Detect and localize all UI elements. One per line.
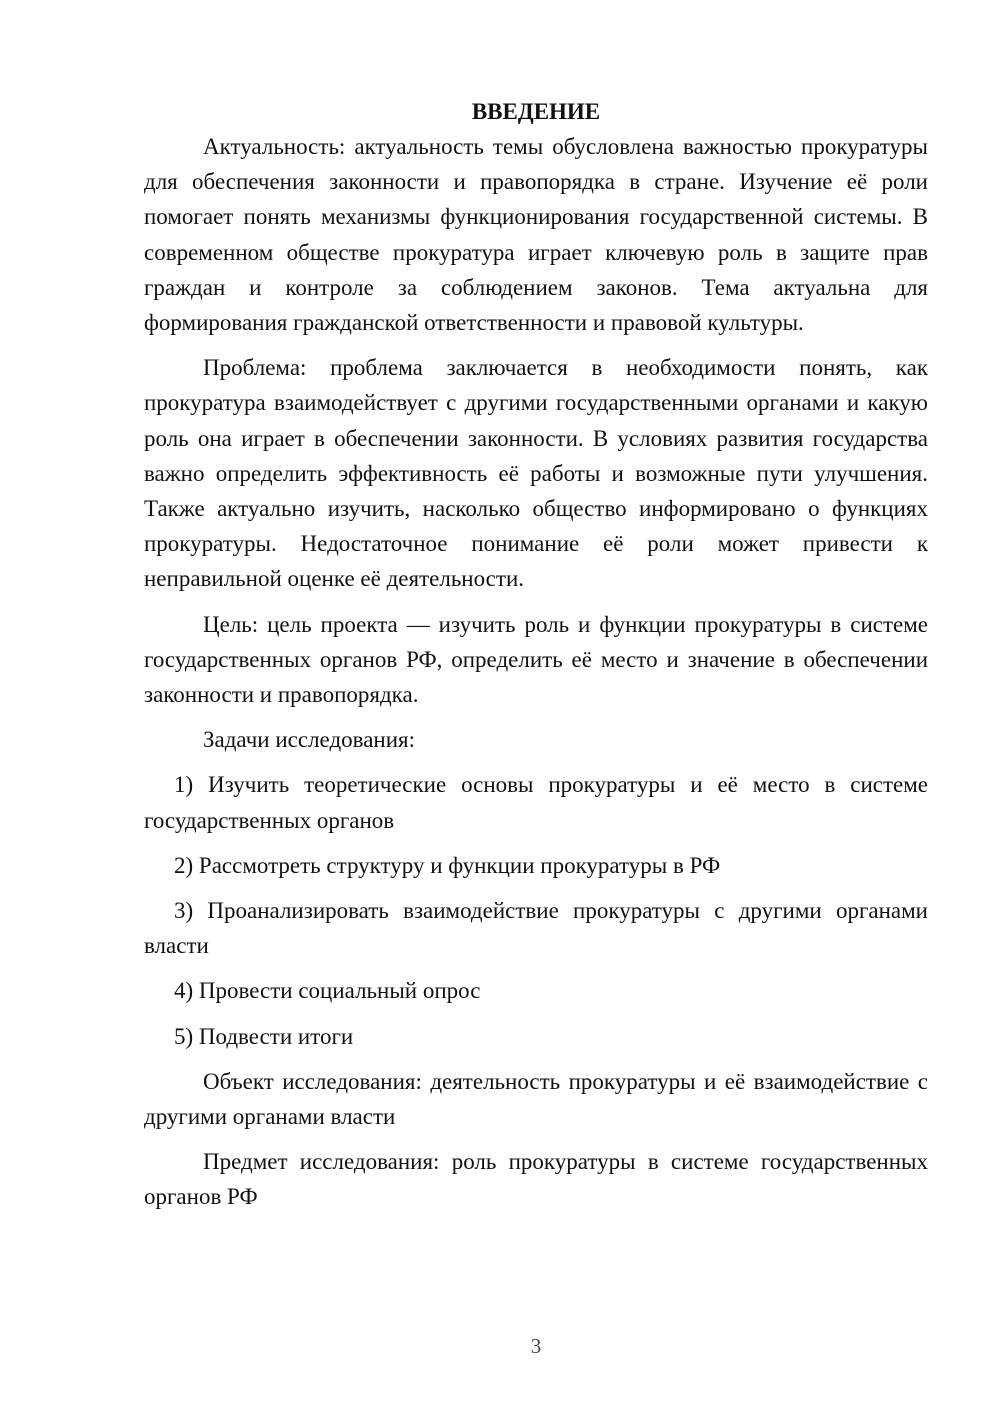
paragraph-problem: Проблема: проблема заключается в необходимости понять, как прокуратура взаимодействует с другими государственными органами и какую роль она играет в обеспечении законности. В условиях развития государства важно определить эффективность её работы и возможные пути улучшения. Также актуально изучить, насколько общество информировано о функциях прокуратуры. Недостаточное понимание её роли может привести к неправильной оценке её деятельности.: [144, 355, 928, 592]
page-title: ВВЕДЕНИЕ: [471, 99, 601, 124]
task-item-4: 4) Провести социальный опрос: [174, 978, 481, 1004]
task-item-3: 3) Проанализировать взаимодействие прокуратуры с другими органами власти: [144, 898, 928, 959]
task-item-5: 5) Подвести итоги: [174, 1023, 354, 1049]
task-item-2: 2) Рассмотреть структуру и функции прокуратуры в РФ: [174, 852, 721, 878]
paragraph-tasks-heading: Задачи исследования:: [203, 727, 416, 753]
paragraph-object: Объект исследования: деятельность прокуратуры и её взаимодействие с другими органами власти: [144, 1068, 928, 1130]
page-number: 3: [530, 1334, 542, 1358]
paragraph-subject: Предмет исследования: роль прокуратуры в системе государственных органов РФ: [144, 1149, 928, 1210]
paragraph-relevance: Актуальность: актуальность темы обусловлена важностью прокуратуры для обеспечения законности и правопорядка в стране. Изучение её роли помогает понять механизмы функционирования государственной системы. В современном обществе прокуратура играет ключевую роль в защите прав граждан и контроле за соблюдением законов. Тема актуальна для формирования гражданской ответственности и правовой культуры.: [144, 134, 928, 336]
page-content: [144, 94, 928, 1215]
paragraph-goal: Цель: цель проекта — изучить роль и функции прокуратуры в системе государственных органов РФ, определить её место и значение в обеспечении законности и правопорядка.: [144, 611, 928, 708]
task-item-1: 1) Изучить теоретические основы прокуратуры и её место в системе государственных органов: [144, 772, 928, 833]
